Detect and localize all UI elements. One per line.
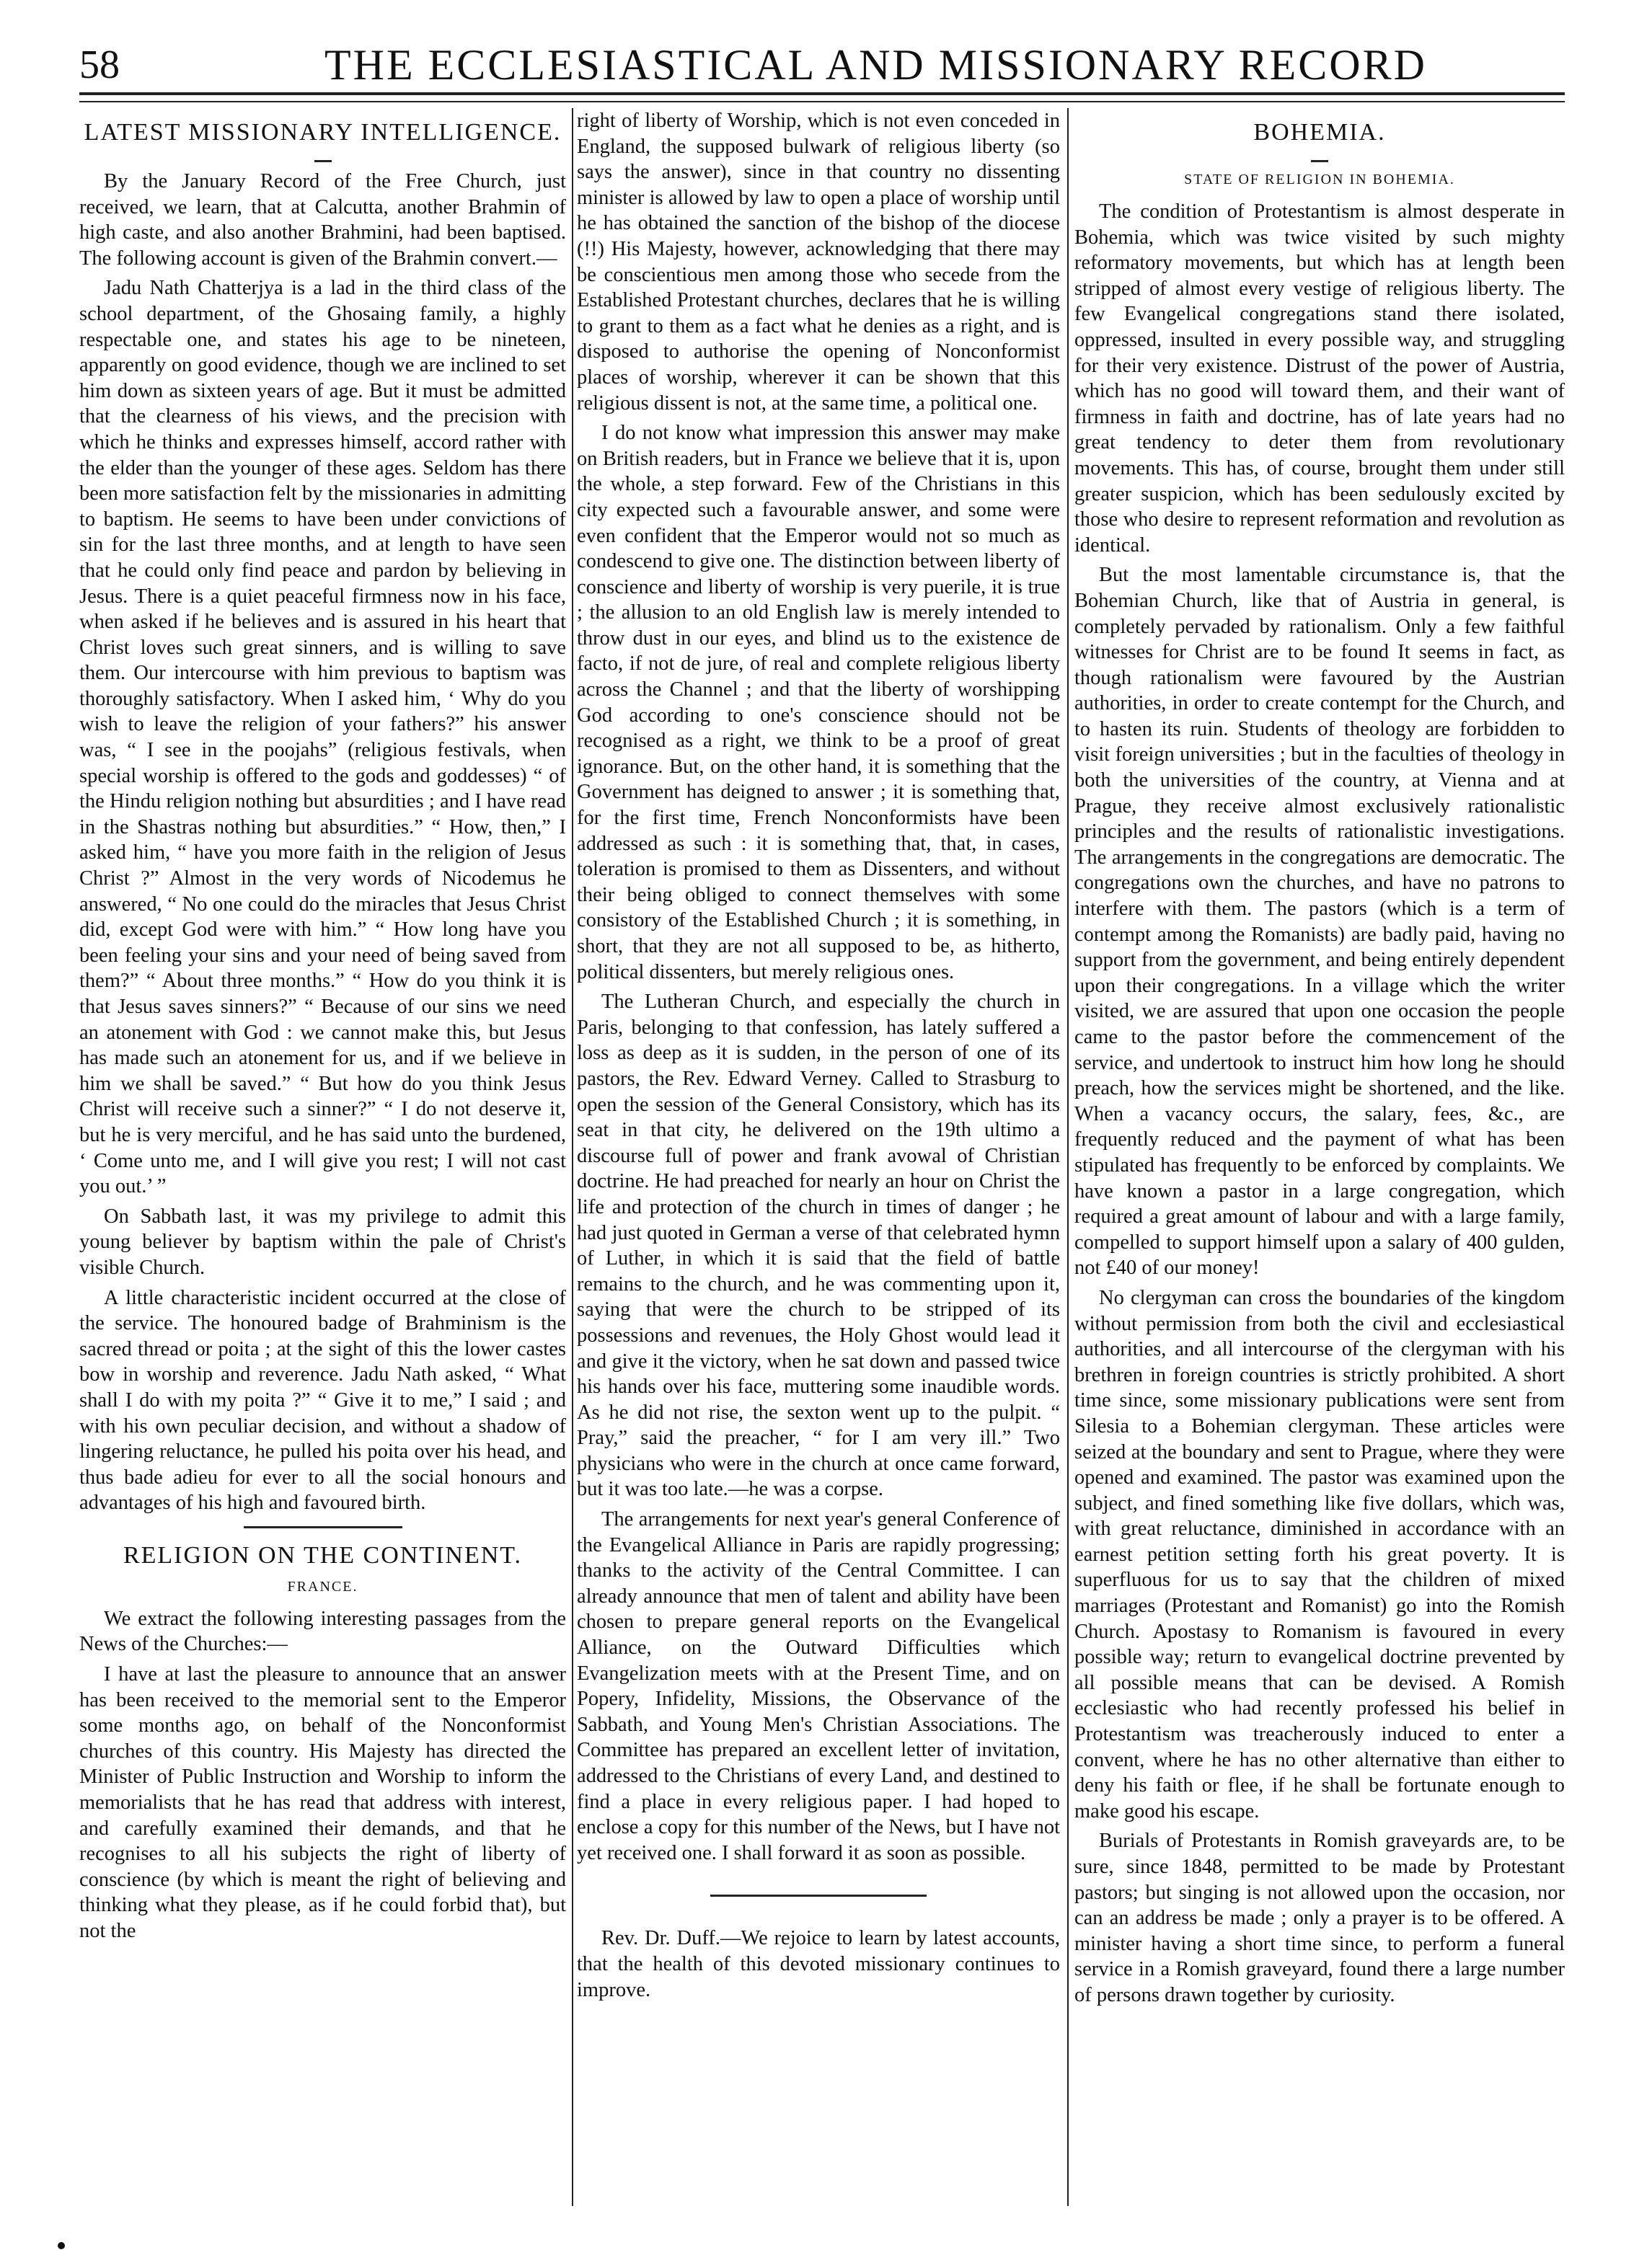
- subheading-france: FRANCE.: [287, 1578, 358, 1595]
- paragraph: On Sabbath last, it was my privilege to admit this young believer by baptism within the pale of Christ's visible Church.: [79, 1205, 566, 1279]
- paragraph: I have at last the pleasure to announce that an answer has been received to the memorial sent to the Emperor some months ago, on behalf of the Nonconformist churches of this country. His Majesty has directed the Minister of Public Instruction and Worship to inform the memorialists that he has read that address with interest, and carefully examined their demands, and that he recognises to all his subjects the right of liberty of conscience (by which is meant the right of believing and thinking what they please, as if he could forbid that), but not the: [79, 1663, 566, 1942]
- column-2: [577, 108, 1060, 2213]
- paragraph: But the most lamentable circumstance is, that the Bohemian Church, like that of Austria in general, is completely pervaded by rationalism. Only a few faithful witnesses for Christ are to be found It seems in fact, as though rationalism were favoured by the Austrian authorities, in order to create contempt for the Church, and to hasten its ruin. Students of theology are forbidden to visit foreign universities ; but in the faculties of theology in both the universities of the country, at Vienna and at Prague, they receive almost exclusively rationalistic principles and the results of rationalistic investigations. The arrangements in the congregations are democratic. The congregations own the churches, and have no patrons to interfere with them. The pastors (which is a term of contempt among the Romanists) are badly paid, having no support from the government, and being entirely dependent upon their congregations. In a village which the writer visited, we are assured that upon one occasion the people came to the pastor before the commencement of the service, and undertook to instruct him how long he should preach, how the services might be shortened, and the like. When a vacancy occurs, the salary, fees, &c., are frequently reduced and the payment of what has been stipulated has frequently to be enforced by complaints. We have known a pastor in a large congregation, which required a great amount of labour and with a large family, compelled to support himself upon a salary of 400 gulden, not £40 of our money!: [1074, 564, 1565, 1280]
- paragraph: The condition of Protestantism is almost desperate in Bohemia, which was twice visited by such mighty reformatory movements, but which has at length been stripped of almost every vestige of religious liberty. The few Evangelical congregations stand there isolated, oppressed, insulted in every possible way, and struggling for their very existence. Distrust of the power of Austria, which has no good will toward them, and their want of firmness in faith and doctrine, has of late years had no great tendency to deter them from revolutionary movements. This has, of course, brought them under still greater suspicion, which has been sedulously excited by those who desire to represent reformation and revolution as identical.: [1074, 200, 1565, 557]
- section-divider: [244, 1526, 402, 1528]
- section-heading-bohemia: BOHEMIA.: [1253, 119, 1386, 146]
- column-divider-right: [1067, 108, 1069, 2206]
- paragraph: No clergyman can cross the boundaries of the kingdom without permission from both the civil and ecclesiastical authorities, and all intercourse of the clergyman with his brethren in foreign countries is strictly prohibited. A short time since, some missionary publications were sent from Silesia to a Bohemian clergyman. These articles were seized at the boundary and sent to Prague, where they were opened and examined. The pastor was examined upon the subject, and fined something like five dollars, which was, with great reluctance, diminished in accordance with an earnest petition setting forth his great poverty. It is superfluous for us to say that the children of mixed marriages (Protestant and Romanist) go into the Romish Church. Apostasy to Romanism is favoured in every possible way; return to evangelical doctrine prevented by all possible means that can be devised. A Romish ecclesiastic who had recently professed his belief in Protestantism was treacherously induced to enter a convent, where he has no other alternative than either to deny his faith or flee, if he shall be fortunate enough to make good his escape.: [1074, 1286, 1565, 1822]
- section-heading-continent: RELIGION ON THE CONTINENT.: [123, 1541, 523, 1569]
- section-heading-missionary: LATEST MISSIONARY INTELLIGENCE.: [84, 119, 562, 146]
- paragraph: The Lutheran Church, and especially the church in Paris, belonging to that confession, has lately suffered a loss as deep as it is sudden, in the person of one of its pastors, the Rev. Edward Verney. Called to Strasburg to open the session of the General Consistory, which has its seat in that city, he delivered on the 19th ultimo a discourse full of power and frank avowal of Christian doctrine. He had preached for nearly an hour on Christ the life and protection of the church in times of danger ; he had just quoted in German a verse of that celebrated hymn of Luther, in which it is said that the field of battle remains to the church, and he was commenting upon it, saying that were the church to be stripped of its possessions and revenues, the Holy Ghost would lead it and give it the victory, when he sat down and passed twice his hands over his face, muttering some inaudible words. As he did not rise, the sexton went up to the pulpit. “ Pray,” said the preacher, “ for I am very ill.” Two physicians who were in the church at once came forward, but it was too late.—he was a corpse.: [577, 991, 1060, 1501]
- margin-mark: [58, 2242, 65, 2249]
- header-rule-thin: [79, 101, 1565, 102]
- column-1: [79, 108, 566, 2213]
- paragraph: We extract the following interesting passages from the News of the Churches:—: [79, 1607, 566, 1656]
- paragraph: By the January Record of the Free Church, just received, we learn, that at Calcutta, another Brahmin of high caste, and also another Brahmini, had been baptised. The following account is given of the Brahmin convert.—: [79, 170, 566, 270]
- header-rule-thick: [79, 92, 1565, 95]
- column-divider-left: [572, 108, 573, 2206]
- paragraph: Burials of Protestants in Romish graveyards are, to be sure, since 1848, permitted to be made by Protestant pastors; but singing is not allowed upon the occasion, nor can an address be made ; only a prayer is to be offered. A minister having a short time since, to perform a funeral service in a Romish graveyard, found there a large number of persons drawn together by curiosity.: [1074, 1830, 1565, 2006]
- paragraph: right of liberty of Worship, which is not even conceded in England, the supposed bulwark of religious liberty (so says the answer), since in that country no dissenting minister is allowed by law to open a place of worship until he has obtained the sanction of the bishop of the diocese (!!) His Majesty, however, acknowledging that there may be conscientious men among those who secede from the Established Protestant churches, declares that he is willing to grant to them as a fact what he denies as a right, and is disposed to authorise the opening of Nonconformist places of worship, wherever it can be shown that this religious dissent is not, at the same time, a political one.: [577, 110, 1060, 415]
- section-divider: [710, 1895, 927, 1897]
- paragraph-duff: Rev. Dr. Duff.—We rejoice to learn by latest accounts, that the health of this devoted missionary continues to improve.: [577, 1927, 1060, 2001]
- paragraph: I do not know what impression this answer may make on British readers, but in France we believe that it is, upon the whole, a step forward. Few of the Christians in this city expected such a favourable answer, and some were even confident that the Emperor would not so much as condescend to give one. The distinction between liberty of conscience and liberty of worship is very puerile, it is true ; the allusion to an old English law is merely intended to throw dust in our eyes, and blind us to the existence de facto, if not de jure, of real and complete religious liberty across the Channel ; and that the liberty of worshipping God according to one's conscience should not be recognised as a right, we think to be a proof of great ignorance. But, on the other hand, it is something that the Government has deigned to answer ; it is something that, for the first time, French Nonconformists have been addressed as such : it is something that, that, in cases, toleration is promised to them as Dissenters, and without their being obliged to connect themselves with some consistory of the Established Church ; it is something, in short, that they are not all supposed to be, as hitherto, political dissenters, but merely religious ones.: [577, 422, 1060, 983]
- page-header: [79, 36, 1565, 101]
- heading-dash: [79, 153, 566, 160]
- subheading-state-of-religion: STATE OF RELIGION IN BOHEMIA.: [1184, 172, 1455, 187]
- paragraph: Jadu Nath Chatterjya is a lad in the third class of the school department, of the Ghosaing family, a highly respectable one, and states his age to be nineteen, apparently on good evidence, though we are inclined to set him down as sixteen years of age. But it must be admitted that the clearness of his views, and the precision with which he thinks and expresses himself, accord rather with the elder than the younger of these ages. Seldom has there been more satisfaction felt by the missionaries in admitting to baptism. He seems to have been under convictions of sin for the last three months, and at length to have seen that he could only find peace and pardon by believing in Jesus. There is a quiet peaceful firmness now in his face, when asked if he believes and is assured in his heart that Christ loves such great sinners, and is willing to save them. Our intercourse with him previous to baptism was thoroughly satisfactory. When I asked him, ‘ Why do you wish to leave the religion of your fathers?” his answer was, “ I see in the poojahs” (religious festivals, when special worship is offered to the gods and goddesses) “ of the Hindu religion nothing but absurdities ; and I have read in the Shastras nothing but absurdities.” “ How, then,” I asked him, “ have you more faith in the religion of Jesus Christ ?” Almost in the very words of Nicodemus he answered, “ No one could do the miracles that Jesus Christ did, except God were with him.” “ How long have you been feeling your sins and your need of being saved from them?” “ About three months.” “ How do you think it is that Jesus saves sinners?” “ Because of our sins we need an atonement with God : we cannot make this, but Jesus has made such an atonement for us, and if we believe in him we shall be saved.” “ But how do you think Jesus Christ will receive such a sinner?” “ I do not deserve it, but he is very merciful, and he has said unto the burdened, ‘ Come unto me, and I will give you rest; I will not cast you out.’ ”: [79, 277, 566, 1198]
- column-3: [1074, 108, 1565, 2213]
- page-number: 58: [79, 43, 120, 87]
- publication-title: THE ECCLESIASTICAL AND MISSIONARY RECORD: [324, 41, 1427, 89]
- heading-dash: [1074, 153, 1565, 160]
- paragraph: The arrangements for next year's general Conference of the Evangelical Alliance in Paris are rapidly progressing; thanks to the activity of the Central Committee. I can already announce that men of talent and ability have been chosen to prepare general reports on the Evangelical Alliance, on the Outward Difficulties which Evangelization meets with at the Present Time, and on Popery, Infidelity, Missions, the Observance of the Sabbath, and Young Men's Christian Associations. The Committee has prepared an excellent letter of invitation, addressed to the Christians of every Land, and destined to find a place in every religious paper. I had hoped to enclose a copy for this number of the News, but I have not yet received one. I shall forward it as soon as possible.: [577, 1508, 1060, 1864]
- paragraph: A little characteristic incident occurred at the close of the service. The honoured badge of Brahminism is the sacred thread or poita ; at the sight of this the lower castes bow in worship and reverence. Jadu Nath asked, “ What shall I do with my poita ?” “ Give it to me,” I said ; and with his own peculiar decision, and without a shadow of lingering reluctance, he pulled his poita over his head, and thus bade adieu for ever to all the social honours and advantages of his high and favoured birth.: [79, 1286, 566, 1515]
